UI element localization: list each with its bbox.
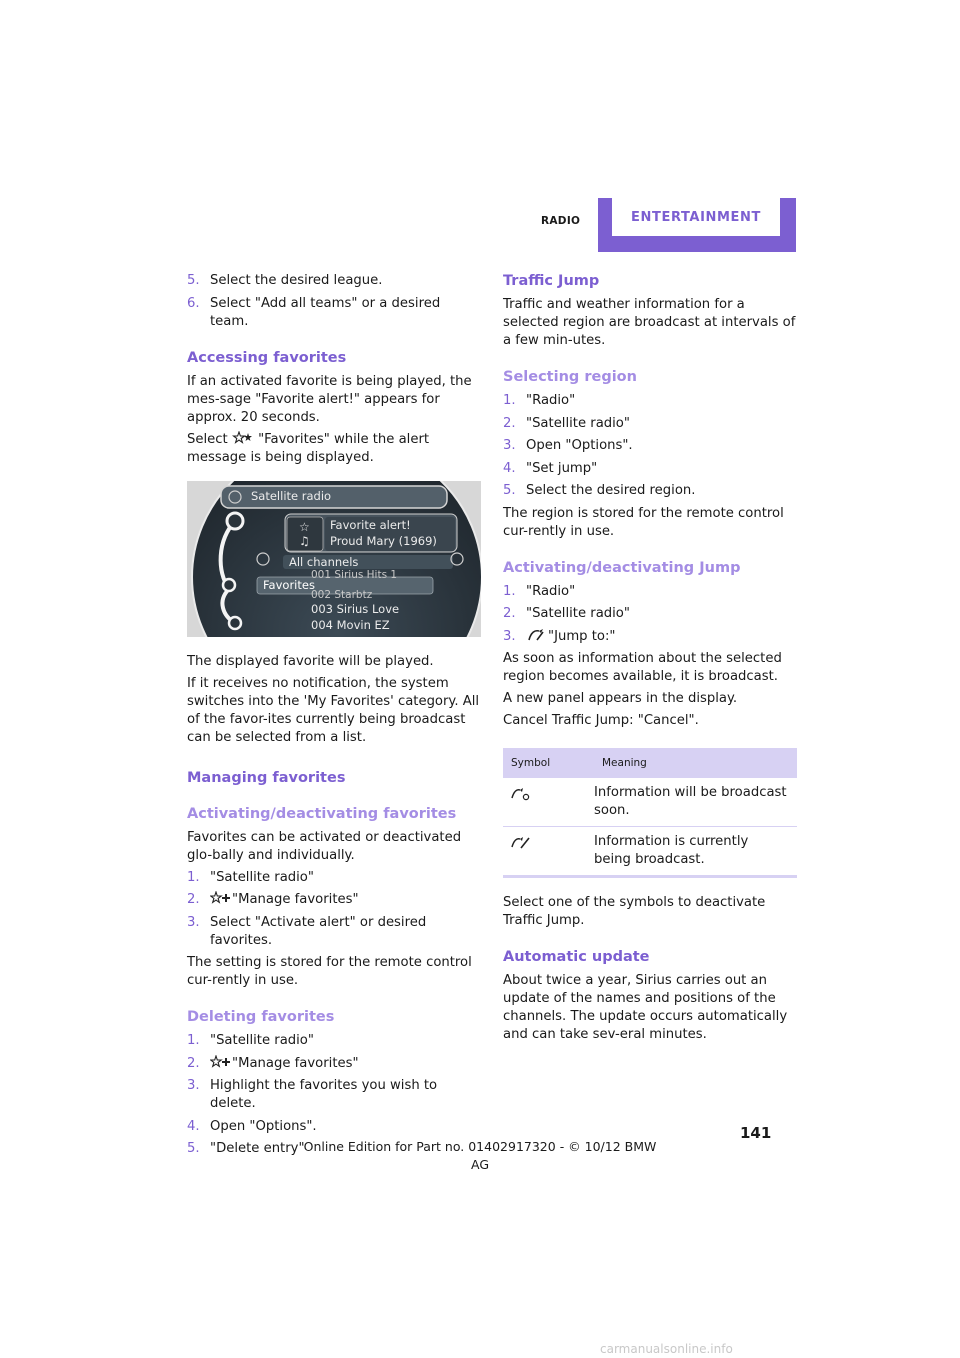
list-item: 3. Highlight the favorites you wish to delete. bbox=[187, 1078, 438, 1111]
screen-title: Satellite radio bbox=[251, 488, 332, 503]
heading-activating-favorites: Activating/deactivating favorites bbox=[187, 805, 457, 822]
heading-activating-jump: Activating/deactivating Jump bbox=[503, 559, 741, 576]
paragraph: The region is stored for the remote control cur-rently in use. bbox=[503, 505, 784, 539]
list-item: 5. "Delete entry" bbox=[187, 1141, 305, 1156]
screen-all-channels: All channels bbox=[289, 554, 359, 569]
list-item: 3. Select "Activate alert" or desired favorites. bbox=[187, 914, 427, 948]
heading-traffic-jump: Traffic Jump bbox=[503, 273, 600, 289]
svg-text:☆: ☆ bbox=[299, 519, 310, 534]
watermark-text: carmanualsonline.info bbox=[600, 1342, 733, 1356]
heading-selecting-region: Selecting region bbox=[503, 369, 637, 385]
table-row: Information is currently being broadcast. bbox=[503, 827, 797, 878]
star-plus-icon bbox=[210, 891, 232, 905]
heading-deleting-favorites: Deleting favorites bbox=[187, 1009, 335, 1025]
screen-alert-text: Favorite alert! bbox=[330, 517, 411, 532]
heading-managing-favorites: Managing favorites bbox=[187, 769, 346, 786]
list-item: 2. "Manage favorites" bbox=[187, 892, 359, 907]
list-item: 4. Open "Options". bbox=[187, 1118, 317, 1134]
column-symbol: Symbol bbox=[511, 757, 551, 769]
list-item: 2. "Satellite radio" bbox=[503, 606, 630, 621]
list-item: 5. Select the desired league. bbox=[187, 273, 383, 288]
screen-favorites: Favorites bbox=[263, 577, 315, 592]
heading-accessing-favorites: Accessing favorites bbox=[187, 349, 347, 366]
chapter-title: ENTERTAINMENT bbox=[612, 198, 780, 236]
screen-image-satellite-radio bbox=[187, 481, 481, 637]
paragraph: The setting is stored for the remote control cur-rently in use. bbox=[187, 955, 472, 988]
paragraph: Traffic and weather information for a selected region are broadcast at intervals of a few min-utes. bbox=[503, 297, 796, 348]
table-row: Information will be broadcast soon. bbox=[503, 778, 797, 827]
paragraph: Select one of the symbols to deactivate Traffic Jump. bbox=[503, 895, 766, 928]
paragraph: If an activated favorite is being played, the mes-sage "Favorite alert!" appears for approx. 20 seconds. bbox=[187, 373, 472, 425]
list-item: 1. "Radio" bbox=[503, 393, 576, 408]
list-item: 3. "Jump to:" bbox=[503, 628, 616, 644]
screen-channel-4: 004 Movin EZ bbox=[311, 617, 390, 632]
jump-pending-icon bbox=[509, 786, 533, 802]
list-item: 2. "Manage favorites" bbox=[187, 1055, 359, 1071]
list-item: 4. "Set jump" bbox=[503, 460, 598, 476]
heading-automatic-update: Automatic update bbox=[503, 949, 650, 965]
screen-song-text: Proud Mary (1969) bbox=[330, 533, 437, 548]
jump-active-icon bbox=[509, 835, 533, 851]
star-plus-icon bbox=[210, 1055, 232, 1069]
chapter-tab bbox=[598, 198, 796, 252]
symbol-table bbox=[503, 748, 797, 878]
favorites-star-icon bbox=[232, 431, 254, 445]
svg-text:♫: ♫ bbox=[299, 533, 310, 548]
column-meaning: Meaning bbox=[602, 757, 647, 769]
paragraph: As soon as information about the selected region becomes available, it is broadcast. bbox=[503, 651, 782, 684]
table-header bbox=[503, 748, 797, 778]
right-column bbox=[503, 272, 797, 1048]
footer-text: Online Edition for Part no. 01402917320 - © 10/12 BMW AG bbox=[303, 1139, 657, 1172]
list-item: 6. Select "Add all teams" or a desired team. bbox=[187, 295, 441, 329]
paragraph: Select "Favorites" while the alert message is being displayed. bbox=[187, 431, 430, 465]
list-item: 2. "Satellite radio" bbox=[503, 415, 630, 431]
section-label: RADIO bbox=[541, 215, 581, 227]
paragraph: About twice a year, Sirius carries out an update of the names and positions of the channels. The update occurs automatically and can take sev-eral minutes. bbox=[503, 973, 788, 1042]
screen-channel-3: 003 Sirius Love bbox=[311, 601, 400, 616]
list-item: 3. Open "Options". bbox=[503, 438, 633, 453]
list-item: 5. Select the desired region. bbox=[503, 483, 696, 498]
screen-channel-2: 002 Starbtz bbox=[311, 588, 373, 601]
jump-icon bbox=[526, 628, 548, 642]
list-item: 1. "Radio" bbox=[503, 583, 576, 599]
list-item: 1. "Satellite radio" bbox=[187, 1033, 314, 1048]
paragraph: If it receives no notification, the system switches into the 'My Favorites' category. All of the favor-ites currently being broadcast can be selected from a list. bbox=[187, 675, 480, 745]
screen-channel-1: 001 Sirius Hits 1 bbox=[311, 568, 398, 581]
paragraph: Cancel Traffic Jump: "Cancel". bbox=[503, 713, 699, 728]
paragraph: A new panel appears in the display. bbox=[503, 691, 738, 706]
paragraph: The displayed favorite will be played. bbox=[187, 653, 434, 669]
page-number: 141 bbox=[740, 1124, 772, 1142]
paragraph: Favorites can be activated or deactivated glo-bally and individually. bbox=[187, 829, 462, 863]
left-column bbox=[187, 272, 481, 1163]
list-item: 1. "Satellite radio" bbox=[187, 869, 314, 885]
